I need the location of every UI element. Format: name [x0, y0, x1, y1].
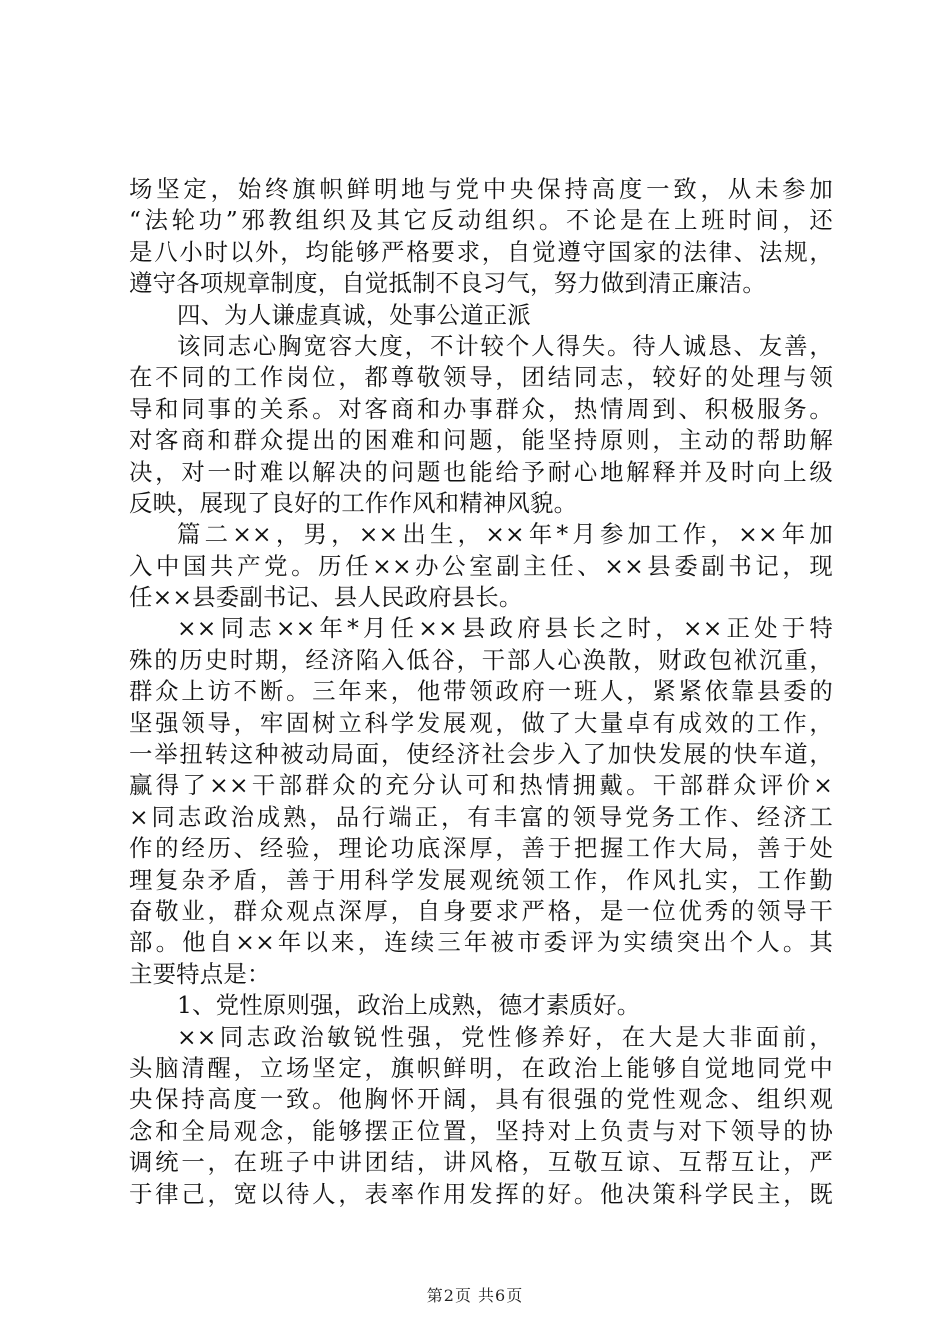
text-line: 主要特点是： [129, 959, 271, 988]
text-line: 头脑清醒，立场坚定，旗帜鲜明，在政治上能够自觉地同党中 [129, 1053, 833, 1082]
document-body [129, 174, 833, 1210]
text-line: 奋敬业，群众观点深厚，自身要求严格，是一位优秀的领导干 [129, 896, 833, 925]
text-line: ×同志政治成熟，品行端正，有丰富的领导党务工作、经济工 [129, 802, 833, 831]
text-line: 一举扭转这种被动局面，使经济社会步入了加快发展的快车道， [129, 740, 833, 769]
text-line: 是八小时以外，均能够严格要求，自觉遵守国家的法律、法规， [129, 237, 833, 266]
text-line: 部。他自××年以来，连续三年被市委评为实绩突出个人。其 [129, 928, 833, 957]
text-line: “法轮功”邪教组织及其它反动组织。不论是在上班时间，还 [129, 206, 833, 235]
paragraph-start-line: ××同志政治敏锐性强，党性修养好，在大是大非面前， [177, 1022, 833, 1051]
text-line: 殊的历史时期，经济陷入低谷，干部人心涣散，财政包袱沉重， [129, 645, 833, 674]
text-line: 群众上访不断。三年来，他带领政府一班人，紧紧依靠县委的 [129, 677, 833, 706]
text-line: 反映，展现了良好的工作作风和精神风貌。 [129, 488, 578, 517]
section-heading: 四、为人谦虚真诚，处事公道正派 [177, 300, 531, 329]
text-line: 赢得了××干部群众的充分认可和热情拥戴。干部群众评价× [129, 771, 833, 800]
text-line: 入中国共产党。历任××办公室副主任、××县委副书记，现 [129, 551, 833, 580]
section-heading: 1、党性原则强，政治上成熟，德才素质好。 [177, 991, 641, 1020]
text-line: 央保持高度一致。他胸怀开阔，具有很强的党性观念、组织观 [129, 1085, 833, 1114]
paragraph-start-line: 该同志心胸宽容大度，不计较个人得失。待人诚恳、友善， [177, 331, 833, 360]
text-line: 遵守各项规章制度，自觉抵制不良习气，努力做到清正廉洁。 [129, 269, 766, 298]
text-line: 作的经历、经验，理论功底深厚，善于把握工作大局，善于处 [129, 834, 833, 863]
text-line: 导和同事的关系。对客商和办事群众，热情周到、积极服务。 [129, 394, 833, 423]
text-line: 任××县委副书记、县人民政府县长。 [129, 583, 523, 612]
text-line: 对客商和群众提出的困难和问题，能坚持原则，主动的帮助解 [129, 426, 833, 455]
text-line: 场坚定，始终旗帜鲜明地与党中央保持高度一致，从未参加 [129, 175, 833, 203]
text-line: 调统一，在班子中讲团结，讲风格，互敬互谅、互帮互让，严 [129, 1148, 833, 1177]
text-line: 于律己，宽以待人，表率作用发挥的好。他决策科学民主，既 [129, 1179, 833, 1208]
text-line: 念和全局观念，能够摆正位置，坚持对上负责与对下领导的协 [129, 1116, 833, 1145]
text-line: 坚强领导，牢固树立科学发展观，做了大量卓有成效的工作， [129, 708, 833, 737]
paragraph-start-line: ××同志××年*月任××县政府县长之时，××正处于特 [177, 614, 833, 643]
page-number-footer: 第2页 共6页 [426, 1286, 524, 1305]
text-line: 理复杂矛盾，善于用科学发展观统领工作，作风扎实，工作勤 [129, 865, 833, 894]
text-line: 决，对一时难以解决的问题也能给予耐心地解释并及时向上级 [129, 457, 833, 486]
paragraph-start-line: 篇二××，男，××出生，××年*月参加工作，××年加 [177, 520, 833, 549]
text-line: 在不同的工作岗位，都尊敬领导，团结同志，较好的处理与领 [129, 363, 833, 392]
